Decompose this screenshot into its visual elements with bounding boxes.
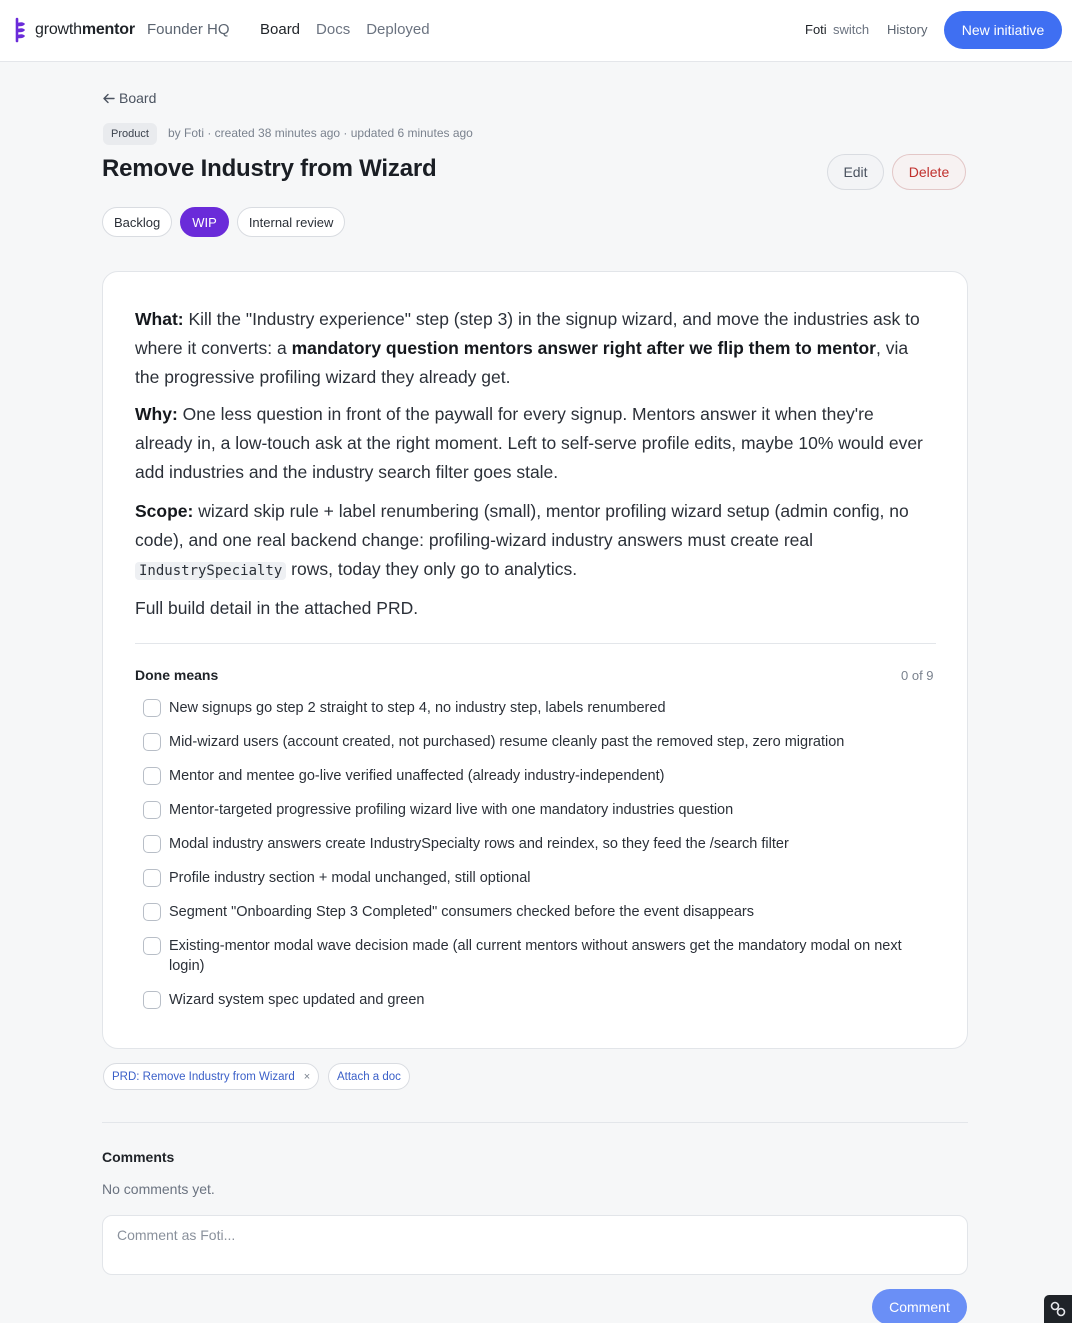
link-widget[interactable]	[1044, 1295, 1072, 1323]
category-tag: Product	[103, 123, 157, 145]
divider	[135, 643, 936, 644]
done-count: 0 of 9	[901, 668, 934, 683]
checklist-item[interactable]: New signups go step 2 straight to step 4, no industry step, labels renumbered	[143, 698, 923, 718]
link-icon	[1049, 1300, 1067, 1318]
checklist-item[interactable]: Mid-wizard users (account created, not purchased) resume cleanly past the removed step, zero migration	[143, 732, 923, 752]
initiative-card	[102, 271, 968, 1049]
page-title: Remove Industry from Wizard	[102, 155, 437, 182]
checkbox[interactable]	[143, 767, 161, 785]
checklist-item[interactable]: Existing-mentor modal wave decision made (all current mentors without answers get the mandatory modal on next login)	[143, 936, 923, 976]
checkbox[interactable]	[143, 699, 161, 717]
nav-docs[interactable]: Docs	[316, 21, 351, 38]
checklist-item[interactable]: Segment "Onboarding Step 3 Completed" consumers checked before the event disappears	[143, 902, 923, 922]
delete-button[interactable]: Delete	[892, 154, 966, 190]
comment-submit-button[interactable]: Comment	[872, 1289, 967, 1323]
initiative-meta: by Foti · created 38 minutes ago · updated 6 minutes ago	[168, 126, 473, 140]
top-nav-bar	[0, 0, 1072, 62]
code-industry-specialty: IndustrySpecialty	[135, 562, 286, 580]
checklist-item[interactable]: Mentor and mentee go-live verified unaffected (already industry-independent)	[143, 766, 923, 786]
checkbox[interactable]	[143, 937, 161, 955]
checkbox[interactable]	[143, 869, 161, 887]
checkbox[interactable]	[143, 991, 161, 1009]
current-user: Foti	[805, 22, 827, 37]
nav-board[interactable]: Board	[260, 21, 301, 38]
checkbox[interactable]	[143, 733, 161, 751]
status-wip[interactable]: WIP	[180, 207, 229, 237]
no-comments-text: No comments yet.	[102, 1181, 215, 1197]
comment-input[interactable]	[102, 1215, 968, 1275]
attached-doc-chip[interactable]	[103, 1063, 319, 1090]
main-nav	[260, 21, 430, 38]
arrow-left-icon	[102, 92, 115, 105]
checklist-item[interactable]: Wizard system spec updated and green	[143, 990, 923, 1010]
nav-deployed[interactable]: Deployed	[366, 21, 430, 38]
logo-mark-icon	[14, 17, 28, 43]
scope-paragraph: Scope: wizard skip rule + label renumbering (small), mentor profiling wizard setup (admin config, no code), and one real backend change: profiling-wizard industry answers must create real IndustrySpecialty rows, today they only go to analytics.	[135, 501, 909, 579]
edit-button[interactable]: Edit	[827, 154, 884, 190]
checkbox[interactable]	[143, 835, 161, 853]
done-means-title: Done means	[135, 667, 219, 683]
status-internal-review[interactable]: Internal review	[237, 207, 346, 237]
why-paragraph: Why: One less question in front of the paywall for every signup. Mentors answer it when they're already in, a low-touch ask at the right moment. Left to self-serve profile edits, maybe 10% would ever add industries and the industry search filter goes stale.	[135, 404, 923, 482]
section-divider	[102, 1122, 968, 1123]
full-detail-paragraph: Full build detail in the attached PRD.	[135, 598, 419, 618]
status-selector	[102, 207, 345, 237]
back-label: Board	[119, 90, 157, 106]
checkbox[interactable]	[143, 903, 161, 921]
app-logo[interactable]	[14, 17, 135, 43]
attach-doc-button[interactable]: Attach a doc	[328, 1063, 410, 1090]
checklist	[143, 698, 923, 1024]
history-link[interactable]: History	[887, 22, 928, 37]
comments-title: Comments	[102, 1149, 175, 1165]
checkbox[interactable]	[143, 801, 161, 819]
status-backlog[interactable]: Backlog	[102, 207, 172, 237]
app-name: Founder HQ	[147, 21, 230, 38]
switch-user-link[interactable]: switch	[833, 22, 870, 37]
remove-doc-icon[interactable]: ×	[303, 1070, 311, 1083]
checklist-item[interactable]: Mentor-targeted progressive profiling wizard live with one mandatory industries question	[143, 800, 923, 820]
logo-wordmark: growthmentor	[35, 21, 135, 38]
attached-doc-label[interactable]: PRD: Remove Industry from Wizard	[112, 1070, 295, 1083]
checklist-item[interactable]: Profile industry section + modal unchanged, still optional	[143, 868, 923, 888]
new-initiative-button[interactable]: New initiative	[944, 11, 1062, 49]
what-paragraph: What: Kill the "Industry experience" step (step 3) in the signup wizard, and move the industries ask to where it converts: a mandatory question mentors answer right after we flip them to mentor, via the progressive profiling wizard they already get.	[135, 309, 920, 387]
checklist-item[interactable]: Modal industry answers create IndustrySpecialty rows and reindex, so they feed the /search filter	[143, 834, 923, 854]
back-to-board-link[interactable]	[102, 90, 156, 106]
